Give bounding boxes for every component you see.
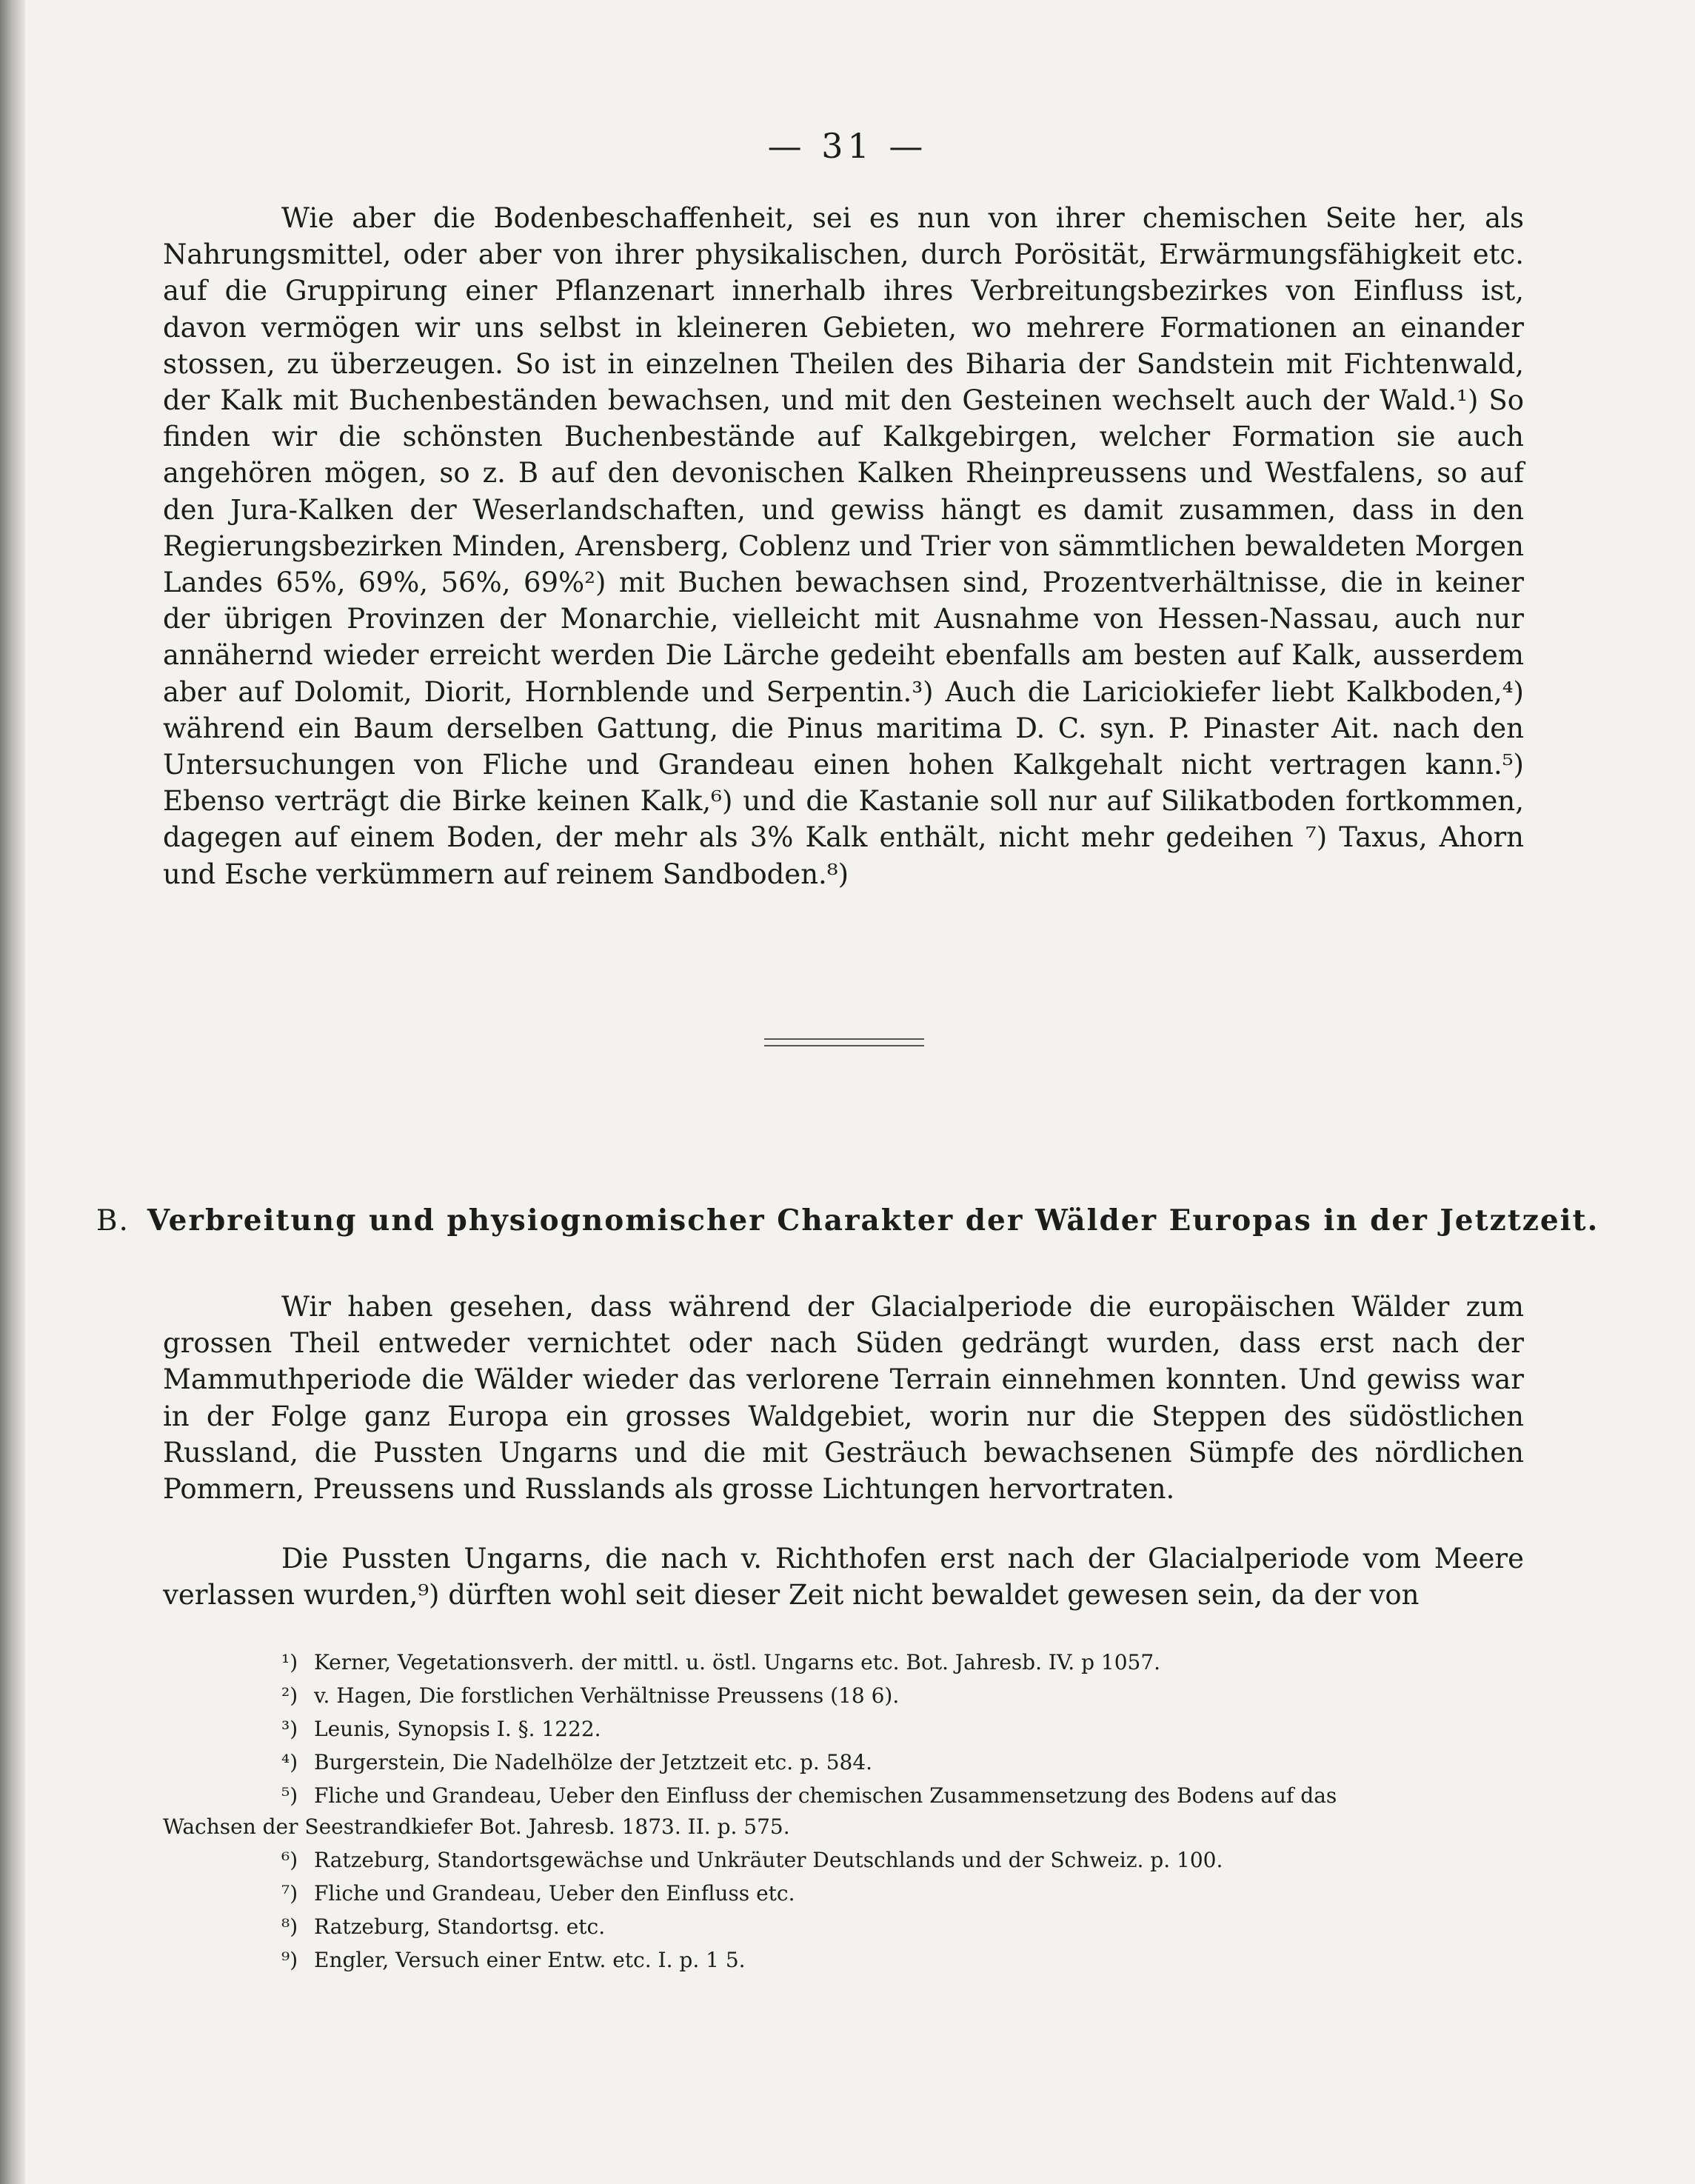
page-number: — 31 — xyxy=(767,126,928,166)
footnote-marker: ⁷) xyxy=(281,1881,298,1906)
footnote-marker: ⁴) xyxy=(281,1750,298,1774)
footnote xyxy=(163,1746,1524,1779)
footnote-text: Leunis, Synopsis I. §. 1222. xyxy=(314,1717,601,1741)
footnote-marker: ⁵) xyxy=(281,1783,298,1808)
footnote-text: Ratzeburg, Standortsgewächse und Unkräuter Deutschlands und der Schweiz. p. 100. xyxy=(314,1848,1223,1872)
footnote-marker: ³) xyxy=(281,1717,298,1741)
section-heading xyxy=(0,1203,1695,1238)
paragraph-text: Wir haben gesehen, dass während der Glacialperiode die europäischen Wälder zum grossen Theil entweder vernichtet oder nach Süden gedrängt wurden, dass erst nach der Mammuthperiode die Wälder wieder das verlorene Terrain einnehmen konnten. Und gewiss war in der Folge ganz Europa ein grosses Waldgebiet, worin nur die Steppen des südöstlichen Russland, die Pussten Ungarns und die mit Gesträuch bewachsenen Sümpfe des nördlichen Pommern, Preussens und Russlands als grosse Lichtungen hervortraten. xyxy=(163,1291,1524,1506)
paragraph-glacial-period xyxy=(163,1289,1524,1507)
footnote-text: Engler, Versuch einer Entw. etc. I. p. 1 5. xyxy=(314,1948,746,1972)
paragraph-soil-influence xyxy=(163,200,1524,892)
footnote xyxy=(163,1646,1524,1679)
footnote xyxy=(163,1843,1524,1877)
paragraph-text: Wie aber die Bodenbeschaffenheit, sei es nun von ihrer chemischen Seite her, als Nahrungsmittel, oder aber von ihrer physikalischen, durch Porösität, Erwärmungsfähigkeit etc. auf die Gruppirung einer Pflanzenart innerhalb ihres Verbreitungsbezirkes von Einfluss ist, davon vermögen wir uns selbst in kleineren Gebieten, wo mehrere Formationen an einander stossen, zu überzeugen. So ist in einzelnen Theilen des Biharia der Sandstein mit Fichtenwald, der Kalk mit Buchenbeständen bewachsen, und mit den Gesteinen wechselt auch der Wald.¹) So finden wir die schönsten Buchenbestände auf Kalkgebirgen, welcher Formation sie auch angehören mögen, so z. B auf den devonischen Kalken Rheinpreussens und Westfalens, so auf den Jura-Kalken der Weserlandschaften, und gewiss hängt es damit zusammen, dass in den Regierungsbezirken Minden, Arensberg, Coblenz und Trier von sämmtlichen bewaldeten Morgen Landes 65%, 69%, 56%, 69%²) mit Buchen bewachsen sind, Prozentverhältnisse, die in keiner der übrigen Provinzen der Monarchie, vielleicht mit Ausnahme von Hessen-Nassau, auch nur annähernd wieder erreicht werden Die Lärche gedeiht ebenfalls am besten auf Kalk, ausserdem aber auf Dolomit, Diorit, Hornblende und Serpentin.³) Auch die Lariciokiefer liebt Kalkboden,⁴) während ein Baum derselben Gattung, die Pinus maritima D. C. syn. P. Pinaster Ait. nach den Untersuchungen von Fliche und Grandeau einen hohen Kalkgehalt nicht vertragen kann.⁵) Ebenso verträgt die Birke keinen Kalk,⁶) und die Kastanie soll nur auf Silikatboden fortkommen, dagegen auf einem Boden, der mehr als 3% Kalk enthält, nicht mehr gedeihen ⁷) Taxus, Ahorn und Esche verkümmern auf reinem Sandboden.⁸) xyxy=(163,202,1524,890)
footnote-marker: ¹) xyxy=(281,1650,298,1674)
section-letter: B. xyxy=(96,1204,130,1238)
footnote-text: Ratzeburg, Standortsg. etc. xyxy=(314,1914,606,1939)
paragraph-pussten xyxy=(163,1540,1524,1613)
section-separator xyxy=(764,1038,924,1046)
footnote-marker: ⁶) xyxy=(281,1848,298,1872)
section-title: Verbreitung und physiognomischer Charakter der Wälder Europas in der Jetztzeit. xyxy=(147,1203,1599,1238)
footnote-marker: ⁹) xyxy=(281,1948,298,1972)
footnote xyxy=(163,1712,1524,1746)
footnote-text: Kerner, Vegetationsverh. der mittl. u. östl. Ungarns etc. Bot. Jahresb. IV. p 1057. xyxy=(314,1650,1161,1674)
footnote xyxy=(163,1910,1524,1943)
page-edge-shadow xyxy=(0,0,25,2184)
footnote xyxy=(163,1943,1524,1977)
footnote xyxy=(163,1679,1524,1712)
paragraph-text: Die Pussten Ungarns, die nach v. Richthofen erst nach der Glacialperiode vom Meere verlassen wurden,⁹) dürften wohl seit dieser Zeit nicht bewaldet gewesen sein, da der von xyxy=(163,1543,1524,1612)
footnote-marker: ²) xyxy=(281,1683,298,1708)
footnote-text: Fliche und Grandeau, Ueber den Einfluss der chemischen Zusammensetzung des Bodens auf das xyxy=(314,1783,1337,1808)
footnote-text: v. Hagen, Die forstlichen Verhältnisse Preussens (18 6). xyxy=(314,1683,900,1708)
footnotes xyxy=(163,1646,1524,1977)
footnote-continuation: Wachsen der Seestrandkiefer Bot. Jahresb. 1873. II. p. 575. xyxy=(163,1814,790,1839)
footnote xyxy=(163,1779,1524,1812)
footnote-marker: ⁸) xyxy=(281,1914,298,1939)
footnote-text: Burgerstein, Die Nadelhölze der Jetztzeit etc. p. 584. xyxy=(314,1750,873,1774)
footnote xyxy=(163,1877,1524,1910)
footnote-text: Fliche und Grandeau, Ueber den Einfluss etc. xyxy=(314,1881,795,1906)
